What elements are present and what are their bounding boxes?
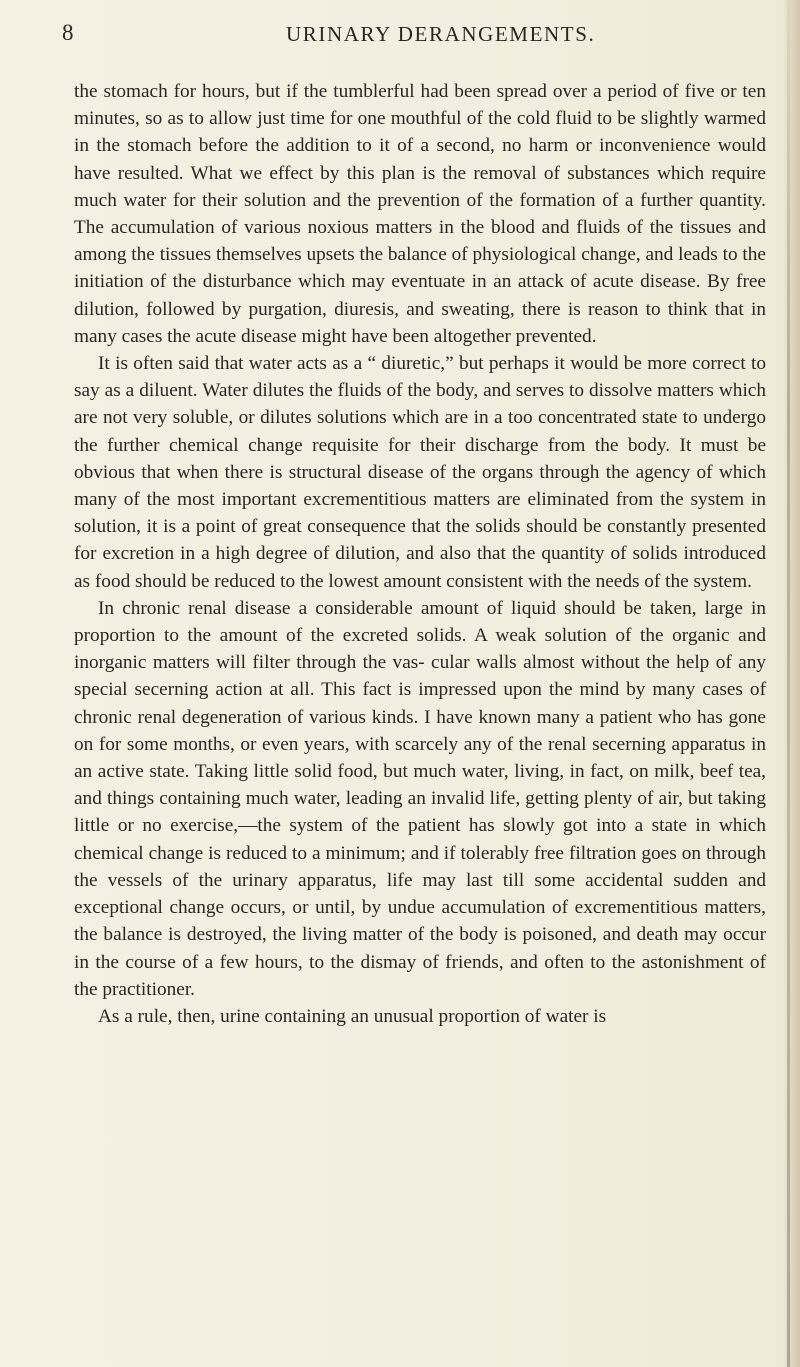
paragraph-rule: As a rule, then, urine containing an unusual proportion of water is [98,1005,607,1027]
paragraph-chronic-renal-disease: In chronic renal disease a considerable amount of liquid should be taken, large in proportion to the amount of the excreted solids. A weak solution of the organic and inorganic matters will filter through the vas- cular walls almost without the help of any special secerning action at all. This fact is impressed upon the mind by many cases of chronic renal degeneration of various kinds. I have known many a patient who has gone on for some months, or even years, with scarcely any of the renal secerning apparatus in an active state. Taking little solid food, but much water, living, in fact, on milk, beef tea, and things containing much water, leading an invalid life, getting plenty of air, but taking little or no exercise,—the system of the patient has slowly got into a state in which chemical change is reduced to a minimum; and if tolerably free filtration goes on through the vessels of the urinary apparatus, life may last till some accidental sudden and exceptional change occurs, or until, by undue accumulation of excrementitious matters, the balance is destroyed, the living matter of the body is poisoned, and death may occur in the course of a few hours, to the dismay of friends, and often to the astonishment of the practitioner. [74,597,766,1000]
paragraph-continued: the stomach for hours, but if the tumblerful had been spread over a period of five or ten minutes, so as to allow just time for one mouthful of the cold fluid to be slightly warmed in the stomach before the addition to it of a second, no harm or inconvenience would have resulted. What we effect by this plan is the removal of substances which require much water for their solution and the prevention of the formation of a further quantity. The accumulation of various noxious matters in the blood and fluids of the tissues and among the tissues themselves upsets the balance of physiological change, and leads to the initiation of the disturbance which may eventuate in an attack of acute disease. By free dilution, followed by purgation, diuresis, and sweating, there is reason to think that in many cases the acute disease might have been altogether prevented. [74,81,766,347]
paragraph-diuretic: It is often said that water acts as a “ diuretic,” but perhaps it would be more correct to say as a diluent. Water dilutes the fluids of the body, and serves to dissolve matters which are not very soluble, or dilutes solutions which are in a too concentrated state to undergo the further chemical change requisite for their discharge from the body. It must be obvious that when there is structural disease of the organs through the agency of which many of the most important excrementitious matters are eliminated from the system in solution, it is a point of great consequence that the solids should be constantly presented for excretion in a high degree of dilution, and also that the quantity of solids introduced as food should be reduced to the lowest amount consistent with the needs of the system. [74,353,766,592]
running-head: URINARY DERANGEMENTS. [286,22,596,46]
page-edge-shadow [782,0,800,1367]
body-text [74,78,766,1030]
page-number: 8 [62,20,74,45]
page-edge-line [787,0,790,1367]
